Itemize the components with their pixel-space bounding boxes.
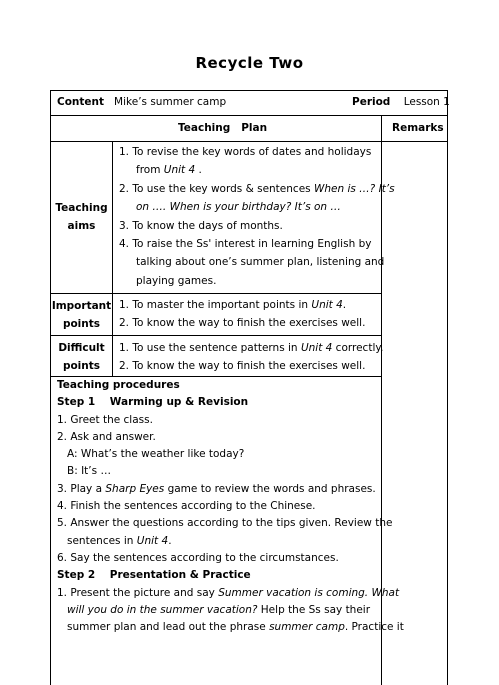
teaching-procedures: [57, 377, 404, 636]
point-line: 1. To use the sentence patterns in Unit 4 correctly.: [119, 342, 384, 354]
aim-line: 2. To use the key words & sentences When is …? It’s: [119, 182, 395, 195]
difficult-points-content: [119, 339, 383, 376]
table-border-top: [50, 90, 448, 91]
period-row: [352, 93, 450, 111]
procedure-line: 4. Finish the sentences according to the Chinese.: [57, 500, 316, 513]
procedure-line: will you do in the summer vacation? Help the Ss say their: [67, 603, 371, 616]
period-label: Period: [352, 96, 391, 108]
important-points-content: [119, 296, 365, 333]
procedure-line: B: It’s …: [67, 465, 111, 478]
content-label: Content: [57, 96, 105, 108]
row-divider: [50, 141, 448, 142]
table-border-right: [447, 90, 448, 685]
procedure-line: A: What’s the weather like today?: [67, 448, 245, 461]
point-line: 1. To master the important points in Unit 4.: [119, 299, 347, 311]
procedures-heading: Teaching procedures: [57, 379, 180, 391]
teaching-aims-label: [51, 199, 112, 236]
row-divider: [50, 115, 448, 116]
aim-line: from Unit 4 .: [136, 164, 202, 177]
procedure-line: 2. Ask and answer.: [57, 430, 156, 443]
important-points-label: [51, 297, 112, 334]
point-line: 2. To know the way to finish the exercises well.: [119, 317, 366, 330]
aim-line: on …. When is your birthday? It’s on …: [136, 201, 341, 214]
label-column-divider: [112, 141, 113, 376]
aim-line: 3. To know the days of months.: [119, 219, 283, 232]
period-value: Lesson 1: [403, 96, 450, 108]
aim-line: playing games.: [136, 274, 217, 287]
label-line: Difficult: [58, 342, 105, 354]
procedure-line: 3. Play a Sharp Eyes game to review the words and phrases.: [57, 482, 376, 495]
procedure-line: 1. Present the picture and say Summer vacation is coming. What: [57, 586, 400, 599]
procedure-line: 6. Say the sentences according to the circumstances.: [57, 551, 339, 564]
procedure-line: 1. Greet the class.: [57, 413, 153, 426]
label-line: aims: [67, 220, 96, 233]
teaching-plan-heading: Teaching Plan: [178, 122, 268, 134]
document-title: Recycle Two: [195, 54, 304, 72]
remarks-heading: Remarks: [392, 122, 444, 134]
label-line: points: [62, 360, 101, 373]
point-line: 2. To know the way to finish the exercises well.: [119, 360, 366, 373]
aim-line: 1. To revise the key words of dates and holidays: [119, 146, 372, 158]
teaching-aims-content: [119, 143, 395, 290]
procedure-line: summer plan and lead out the phrase summer camp. Practice it: [67, 621, 404, 634]
aim-line: 4. To raise the Ss' interest in learning English by: [119, 238, 372, 251]
difficult-points-label: [51, 339, 112, 376]
content-row: [57, 93, 226, 111]
row-divider: [50, 335, 381, 336]
label-line: Teaching: [55, 202, 108, 214]
aim-line: talking about one’s summer plan, listening and: [136, 256, 385, 269]
step-heading: Step 1 Warming up & Revision: [57, 396, 249, 409]
procedure-line: 5. Answer the questions according to the tips given. Review the: [57, 517, 393, 530]
step-heading: Step 2 Presentation & Practice: [57, 569, 251, 582]
content-value: Mike’s summer camp: [114, 96, 227, 108]
table-border-left: [50, 90, 51, 685]
label-line: points: [62, 318, 101, 331]
label-line: Important: [51, 300, 112, 312]
procedure-line: sentences in Unit 4.: [67, 534, 172, 547]
row-divider: [50, 293, 381, 294]
